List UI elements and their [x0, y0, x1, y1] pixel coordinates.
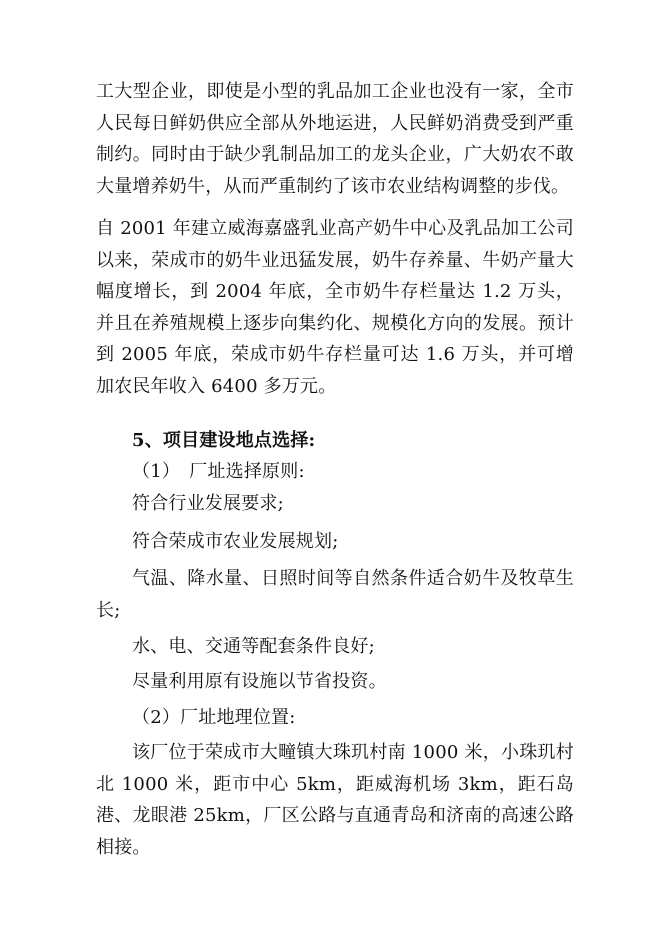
principle-reuse-facilities: 尽量利用原有设施以节省投资。	[132, 671, 387, 692]
subsection-site-principles: （1） 厂址选择原则:	[132, 461, 305, 482]
section-heading-site-selection: 5、项目建设地点选择:	[132, 430, 316, 451]
principle-industry: 符合行业发展要求;	[132, 493, 284, 514]
principle-agriculture-plan: 符合荣成市农业发展规划;	[132, 531, 339, 552]
subsection-site-location: （2）厂址地理位置:	[132, 707, 296, 728]
principle-utilities: 水、电、交通等配套条件良好;	[132, 636, 375, 657]
paragraph-site-location: 该厂位于荣成市大疃镇大珠玑村南 1000 米，小珠玑村北 1000 米，距市中心 5km，距威海机场 3km，距石岛港、龙眼港 25km，厂区公路与直通青岛和济南的高速公路相接。	[96, 742, 574, 858]
paragraph-dairy-supply: 工大型企业，即使是小型的乳品加工企业也没有一家，全市人民每日鲜奶供应全部从外地运进，人民鲜奶消费受到严重制约。同时由于缺少乳制品加工的龙头企业，广大奶农不敢大量增养奶牛，从而严重制约了该市农业结构调整的步伐。	[96, 81, 574, 197]
paragraph-dairy-development: 自 2001 年建立威海嘉盛乳业高产奶牛中心及乳品加工公司以来，荣成市的奶牛业迅猛发展，奶牛存养量、牛奶产量大幅度增长，到 2004 年底，全市奶牛存栏量达 1.2 万头，并且在养殖规模上逐步向集约化、规模化方向的发展。预计到 2005 年底，荣成市奶牛存栏量可达 1.6 万头，并可增加农民年收入 6400 多万元。	[96, 218, 574, 397]
principle-natural-conditions: 气温、降水量、日照时间等自然条件适合奶牛及牧草生长;	[96, 568, 574, 621]
